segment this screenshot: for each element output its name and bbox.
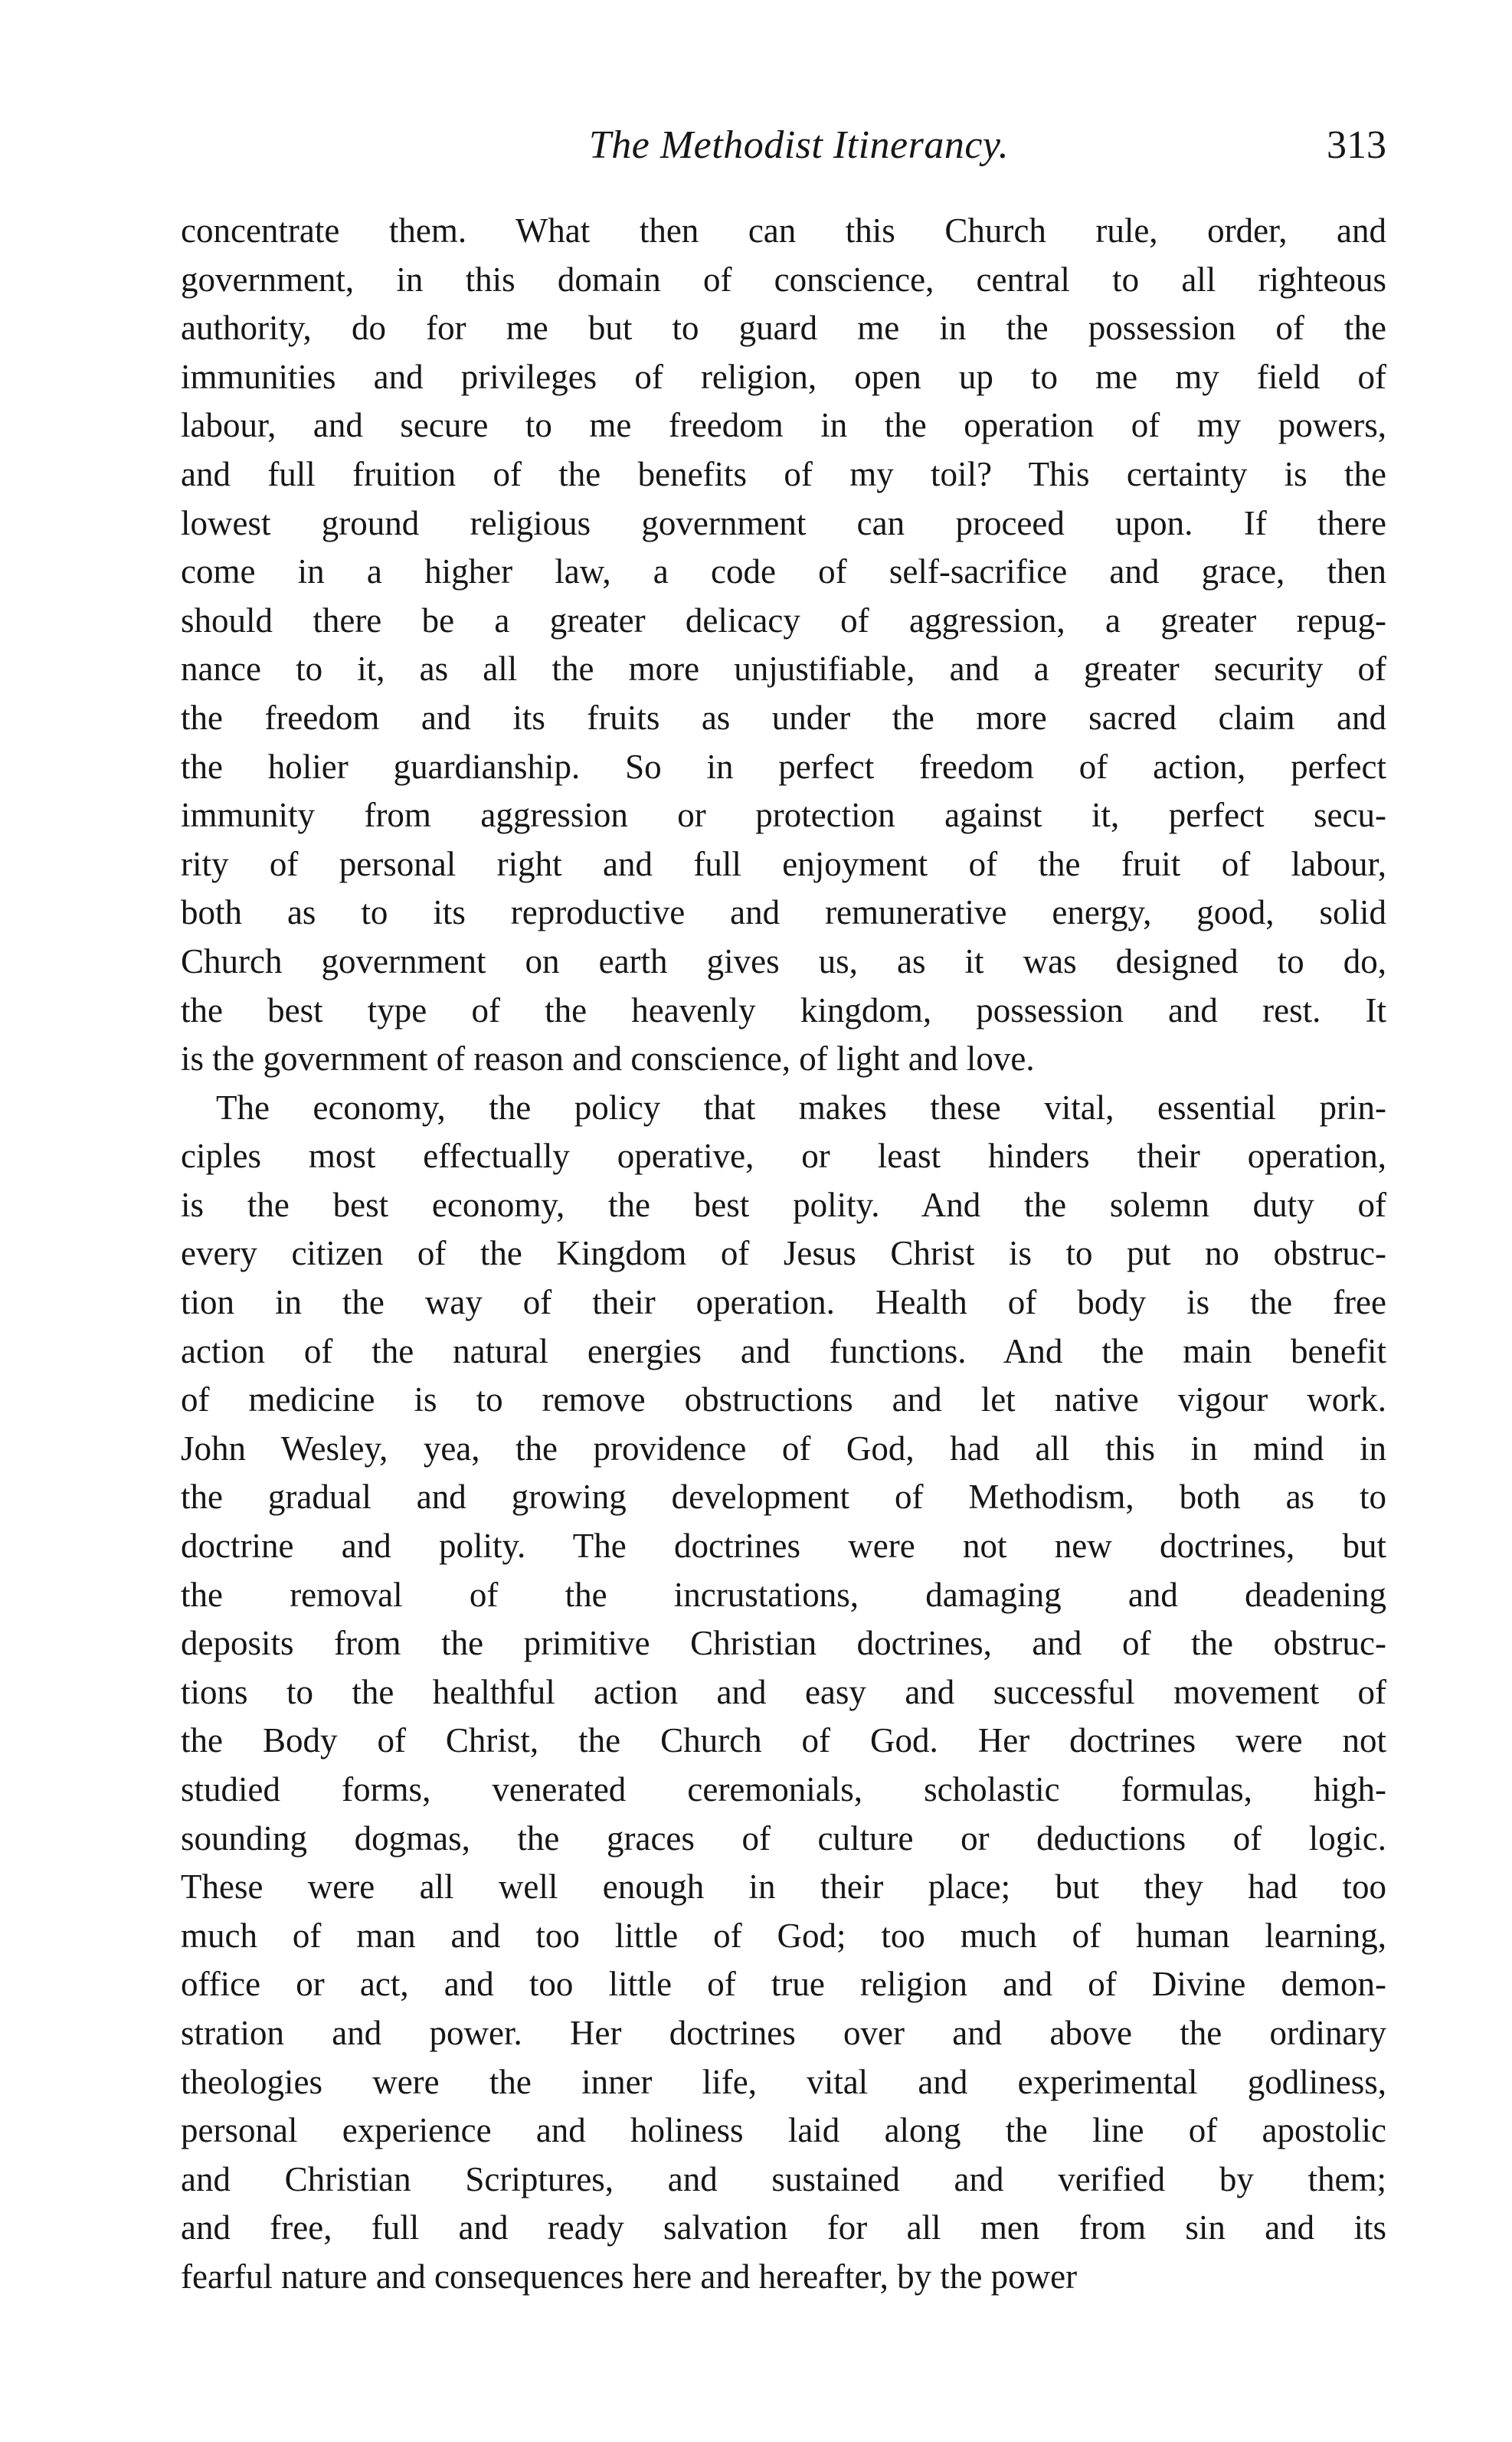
text-line: action of the natural energies and functions. And the main benefit: [181, 1331, 1386, 1370]
text-line: stration and power. Her doctrines over and above the ordinary: [181, 2013, 1386, 2052]
text-line: the holier guardianship. So in perfect freedom of action, perfect: [181, 747, 1386, 786]
text-line: concentrate them. What then can this Church rule, order, and: [181, 211, 1386, 250]
text-line: tion in the way of their operation. Health of body is the free: [181, 1283, 1386, 1322]
page-number: 313: [1327, 123, 1386, 167]
text-line: authority, do for me but to guard me in the possession of the: [181, 309, 1386, 348]
text-line: should there be a greater delicacy of aggression, a greater repug-: [181, 601, 1386, 640]
text-line: both as to its reproductive and remunerative energy, good, solid: [181, 893, 1386, 932]
running-title: The Methodist Itinerancy.: [588, 123, 1010, 167]
text-line: the Body of Christ, the Church of God. Her doctrines were not: [181, 1721, 1386, 1760]
text-line: deposits from the primitive Christian doctrines, and of the obstruc-: [181, 1624, 1386, 1663]
text-line: fearful nature and consequences here and hereafter, by the power: [181, 2257, 1078, 2296]
paragraph-1: [181, 207, 1386, 1084]
text-line: studied forms, venerated ceremonials, scholastic formulas, high-: [181, 1770, 1386, 1809]
text-line: personal experience and holiness laid along the line of apostolic: [181, 2111, 1386, 2150]
text-line: immunities and privileges of religion, open up to me my field of: [181, 357, 1386, 396]
text-line: the gradual and growing development of Methodism, both as to: [181, 1478, 1386, 1517]
text-line: John Wesley, yea, the providence of God, had all this in mind in: [181, 1429, 1386, 1468]
text-line: labour, and secure to me freedom in the operation of my powers,: [181, 406, 1386, 445]
text-line: and Christian Scriptures, and sustained and verified by them;: [181, 2159, 1386, 2198]
running-head: [181, 115, 1386, 176]
text-line: These were all well enough in their place; but they had too: [181, 1868, 1386, 1907]
text-line: tions to the healthful action and easy and successful movement of: [181, 1672, 1386, 1711]
text-line: lowest ground religious government can proceed upon. If there: [181, 503, 1386, 542]
text-line: ciples most effectually operative, or least hinders their operation,: [181, 1137, 1386, 1176]
text-line: is the best economy, the best polity. And the solemn duty of: [181, 1185, 1386, 1224]
text-line: The economy, the policy that makes these vital, essential prin-: [216, 1088, 1386, 1127]
text-line: come in a higher law, a code of self-sacrifice and grace, then: [181, 552, 1386, 591]
text-line: office or act, and too little of true religion and of Divine demon-: [181, 1965, 1386, 2004]
text-line: sounding dogmas, the graces of culture or deductions of logic.: [181, 1818, 1386, 1858]
text-line: government, in this domain of conscience, central to all righteous: [181, 260, 1386, 299]
text-line: of medicine is to remove obstructions and let native vigour work.: [181, 1380, 1386, 1419]
text-line: nance to it, as all the more unjustifiable, and a greater security of: [181, 650, 1386, 689]
text-line: the removal of the incrustations, damaging and deadening: [181, 1575, 1386, 1614]
text-line: theologies were the inner life, vital and experimental godliness,: [181, 2062, 1386, 2101]
text-line: much of man and too little of God; too much of human learning,: [181, 1916, 1386, 1955]
text-line: and full fruition of the benefits of my toil? This certainty is the: [181, 454, 1386, 493]
paragraph-2: [181, 1084, 1386, 2302]
text-line: rity of personal right and full enjoyment of the fruit of labour,: [181, 844, 1386, 883]
text-line: every citizen of the Kingdom of Jesus Christ is to put no obstruc-: [181, 1234, 1386, 1273]
text-line: Church government on earth gives us, as it was designed to do,: [181, 941, 1386, 980]
text-line: and free, full and ready salvation for all men from sin and its: [181, 2208, 1386, 2247]
body-text: [181, 207, 1386, 2302]
text-line: doctrine and polity. The doctrines were not new doctrines, but: [181, 1527, 1386, 1566]
text-line: immunity from aggression or protection against it, perfect secu-: [181, 796, 1386, 835]
text-line: the best type of the heavenly kingdom, possession and rest. It: [181, 990, 1386, 1030]
text-line: the freedom and its fruits as under the more sacred claim and: [181, 698, 1386, 737]
text-line: is the government of reason and conscience, of light and love.: [181, 1039, 1035, 1079]
